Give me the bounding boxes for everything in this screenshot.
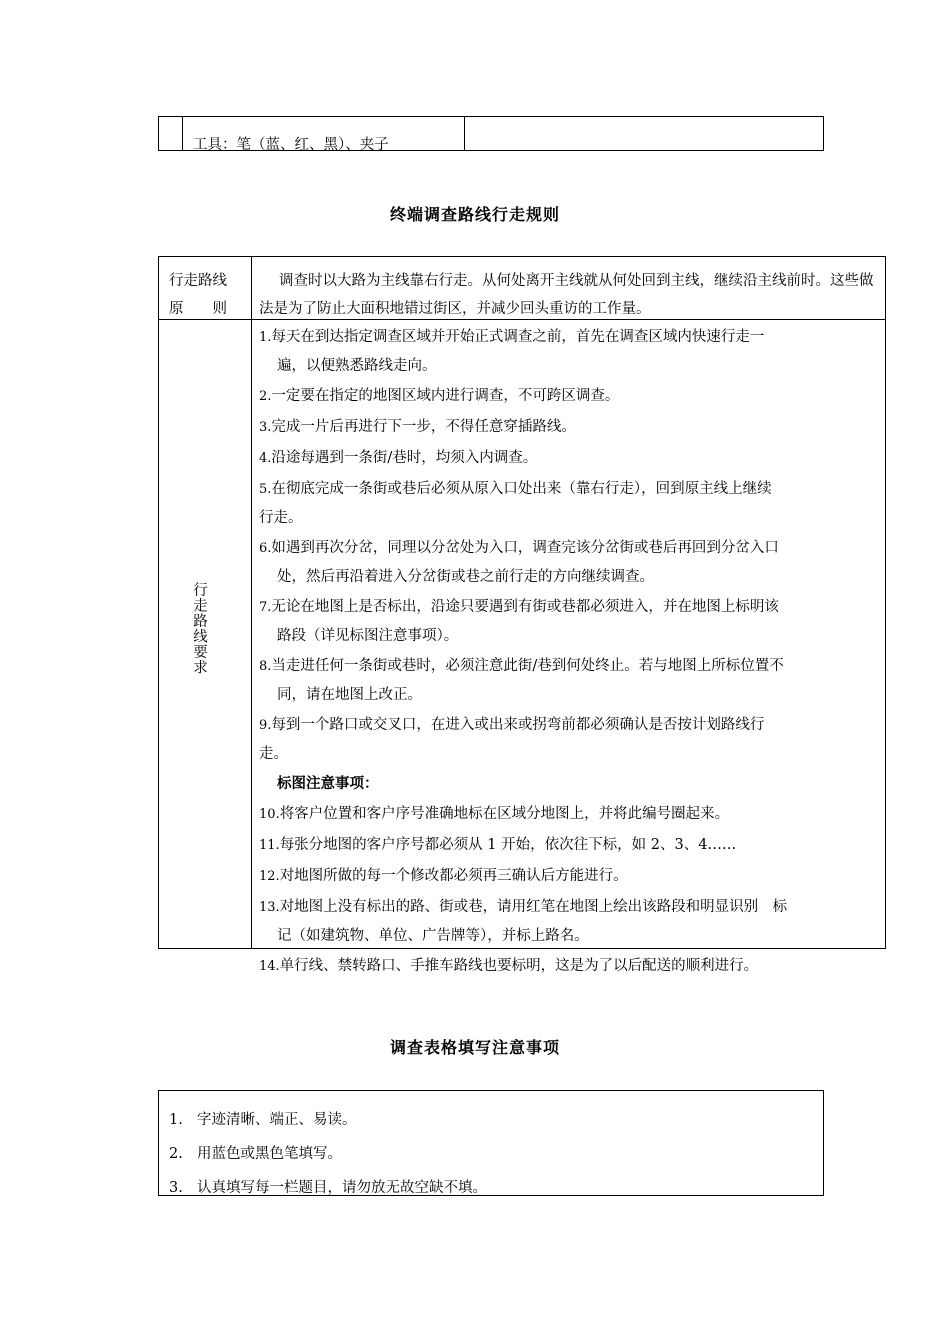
requirement-item: 6.如遇到再次分岔，同理以分岔处为入口，调查完该分岔街或巷后再回到分岔入口 处，然后再沿着进入分岔街或巷之前行走的方向继续调查。 (259, 540, 779, 585)
requirement-item: 2.一定要在指定的地图区域内进行调查，不可跨区调查。 (259, 388, 620, 404)
principle-label-line1: 行走路线 (169, 273, 227, 289)
tools-table-empty-cell (465, 117, 823, 150)
map-note-item: 13.对地图上没有标出的路、街或巷，请用红笔在地图上绘出该路段和明显识别 标 记（如建筑物、单位、广告牌等），并标上路名。 (259, 899, 788, 944)
form-note-item: 1. 字迹清晰、端正、易读。 (169, 1112, 357, 1128)
section-title-route-rules: 终端调查路线行走规则 (389, 205, 560, 224)
table-divider-vertical (251, 257, 252, 948)
requirements-list (259, 323, 881, 983)
requirement-item: 7.无论在地图上是否标出，沿途只要遇到有街或巷都必须进入，并在地图上标明该 路段（详见标图注意事项）。 (259, 599, 779, 644)
tools-table (158, 116, 824, 151)
requirement-item: 3.完成一片后再进行下一步，不得任意穿插路线。 (259, 419, 576, 435)
requirement-item: 5.在彻底完成一条街或巷后必须从原入口处出来（靠右行走），回到原主线上继续 行走。 (259, 481, 772, 526)
form-notes-table (158, 1090, 824, 1196)
requirement-item: 8.当走进任何一条街或巷时，必须注意此街/巷到何处终止。若与地图上所标位置不 同，请在地图上改正。 (259, 658, 784, 703)
principle-label-line2: 原 则 (169, 301, 227, 317)
route-rules-table (158, 256, 886, 974)
tools-table-blank-cell (159, 117, 183, 150)
requirement-item: 1.每天在到达指定调查区域并开始正式调查之前，首先在调查区域内快速行走一 遍，以便熟悉路线走向。 (259, 329, 765, 374)
requirement-item: 9.每到一个路口或交叉口，在进入或出来或拐弯前都必须确认是否按计划路线行 走。 (259, 717, 765, 762)
map-note-item: 10.将客户位置和客户序号准确地标在区域分地图上，并将此编号圈起来。 (259, 806, 730, 822)
principle-label (169, 267, 249, 323)
tools-table-cell (183, 117, 465, 153)
principle-text: 调查时以大路为主线靠右行走。从何处离开主线就从何处回到主线，继续沿主线前时。这些做法是为了防止大面积地错过街区，并减少回头重访的工作量。 (259, 273, 874, 317)
map-notes-heading: 标图注意事项： (277, 775, 379, 792)
section-title-form-notes: 调查表格填写注意事项 (389, 1038, 560, 1057)
map-note-item: 12.对地图所做的每一个修改都必须再三确认后方能进行。 (259, 868, 628, 884)
map-note-item: 14.单行线、禁转路口、手推车路线也要标明，这是为了以后配送的顺利进行。 (259, 958, 759, 974)
requirement-item: 4.沿途每遇到一条街/巷时，均须入内调查。 (259, 450, 538, 466)
form-note-item: 3. 认真填写每一栏题目，请勿放无故空缺不填。 (169, 1180, 487, 1196)
requirements-label: 行走路线要求 (191, 582, 207, 675)
form-note-item: 2. 用蓝色或黑色笔填写。 (169, 1146, 342, 1162)
map-note-item: 11.每张分地图的客户序号都必须从 1 开始，依次往下标，如 2、3、4…… (259, 837, 737, 853)
form-notes-list (169, 1103, 487, 1205)
tools-text: 工具：笔（蓝、红、黑）、夹子 (193, 137, 389, 153)
